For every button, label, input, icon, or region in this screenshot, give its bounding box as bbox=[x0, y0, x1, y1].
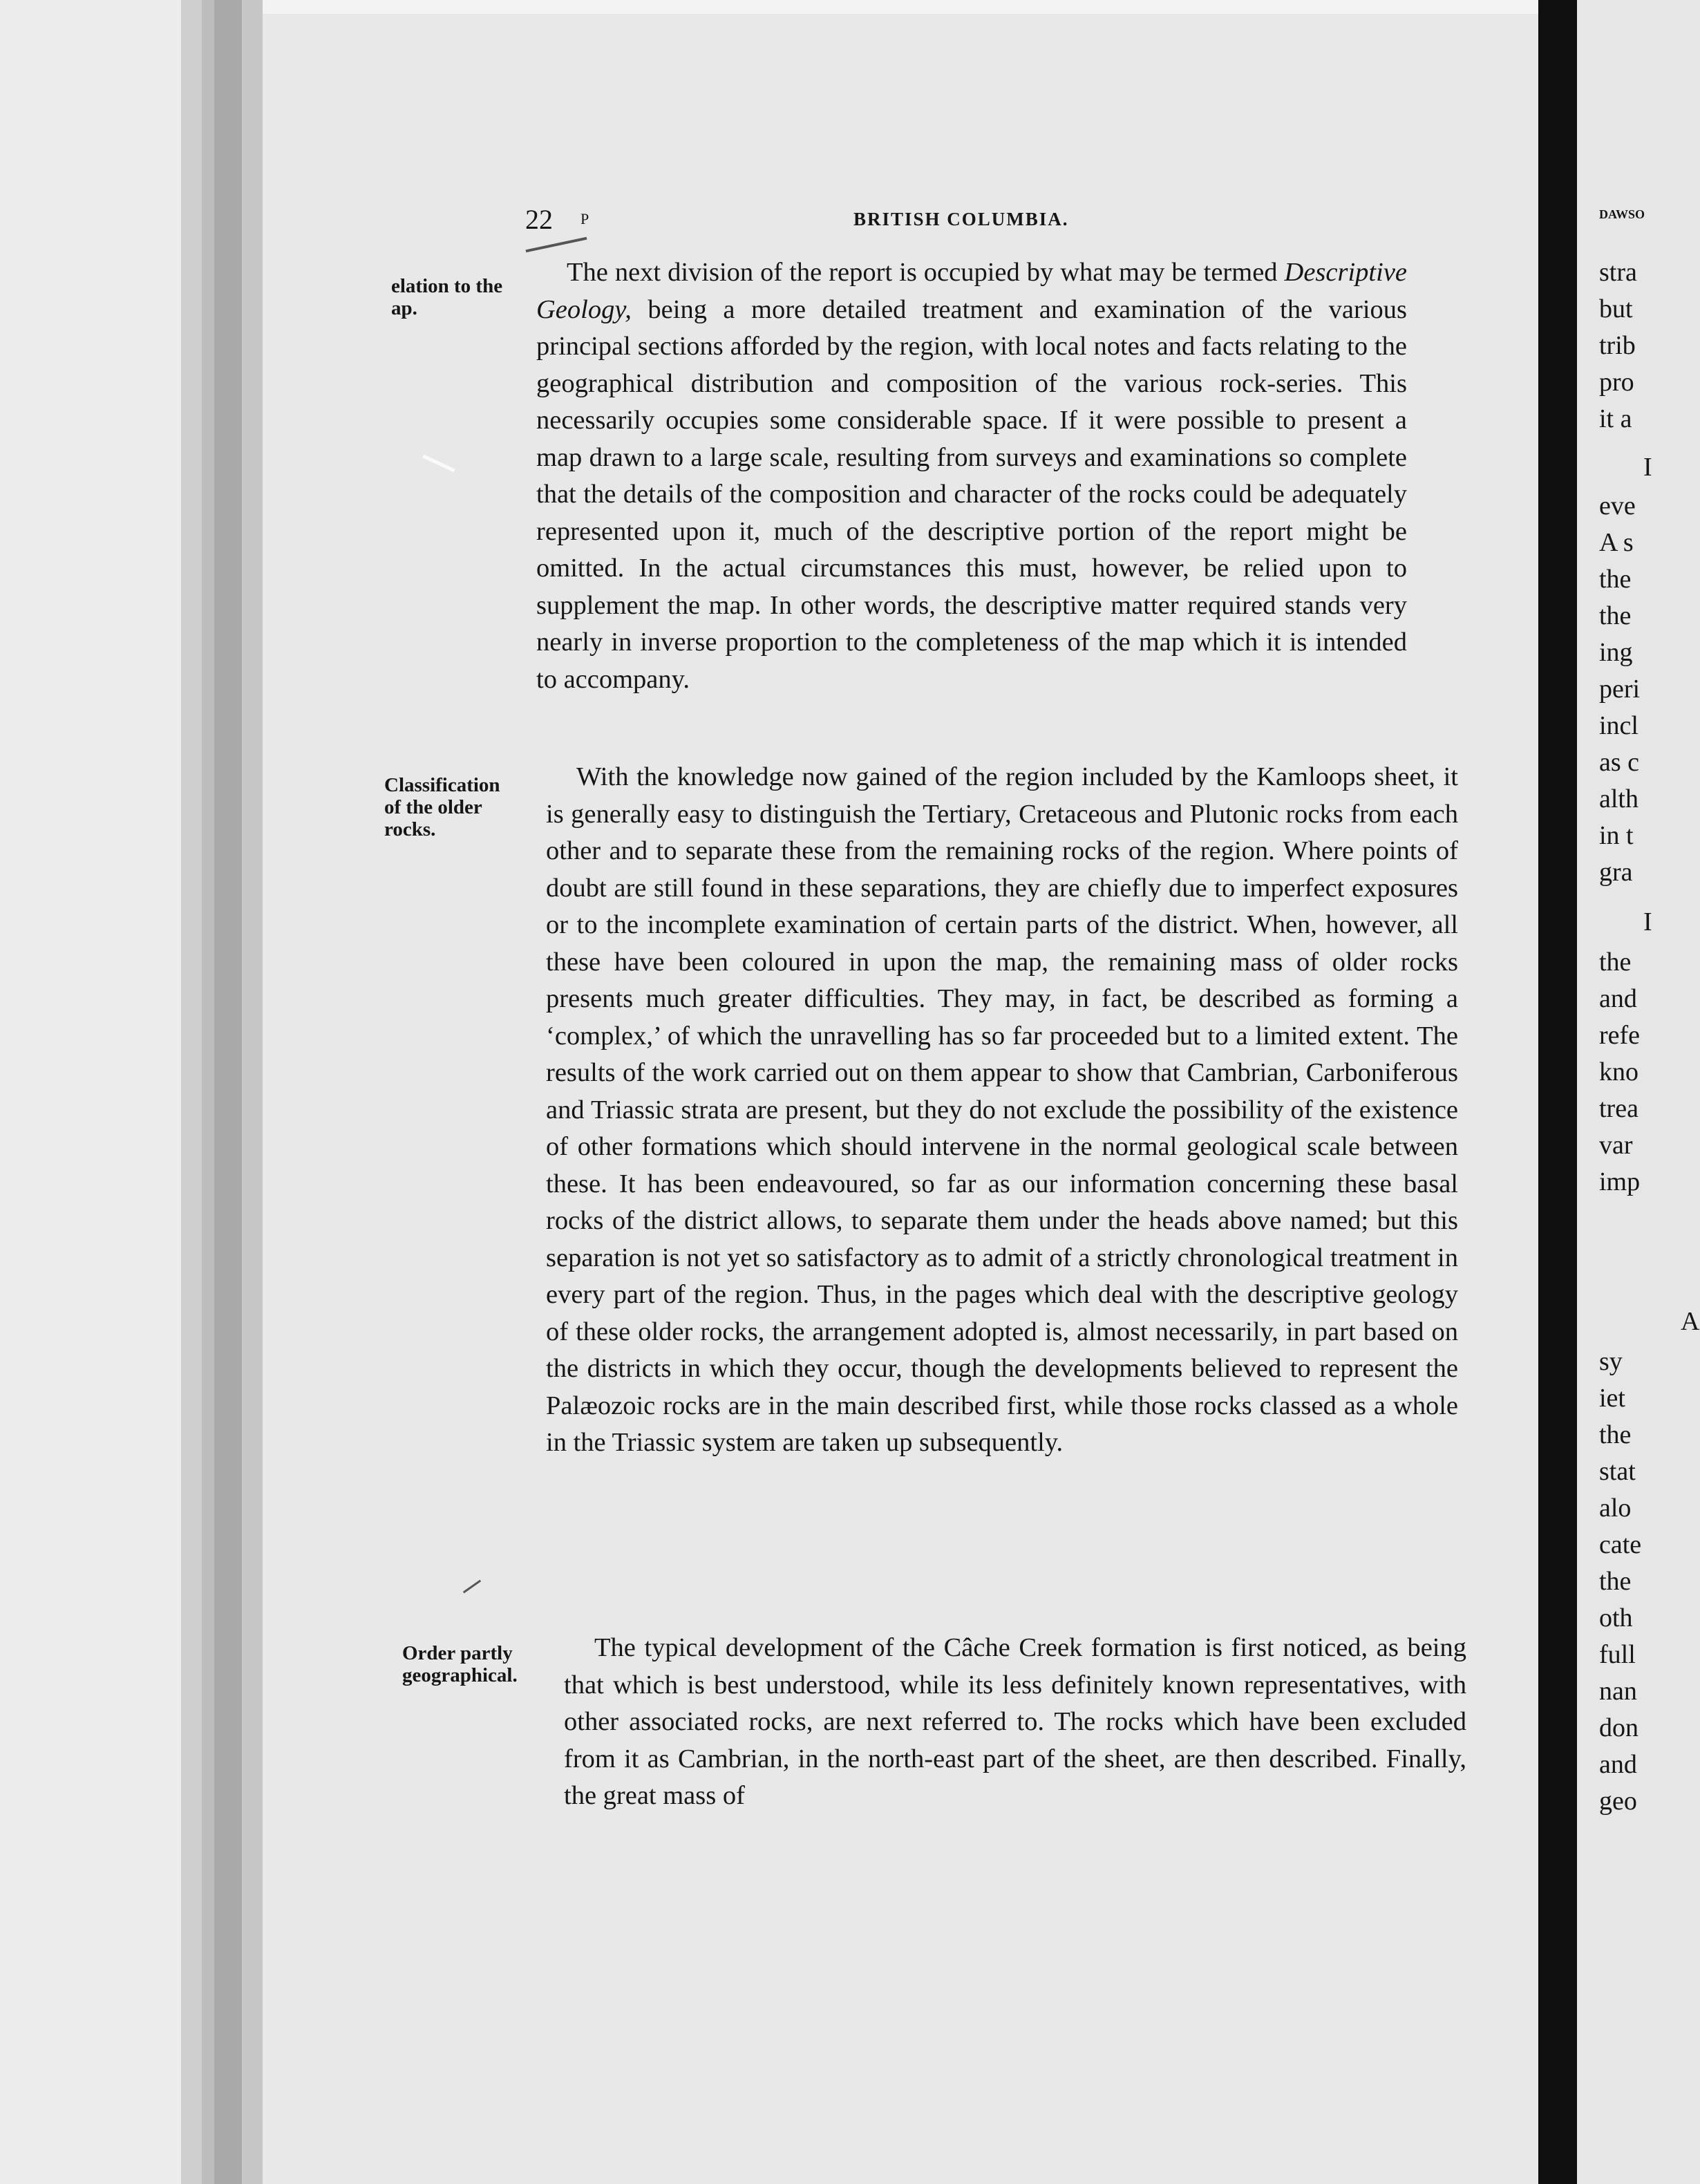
paragraph-text: The next division of the report is occupied by what may be termed bbox=[567, 258, 1278, 287]
paragraph-classification: With the knowledge now gained of the region included by the Kamloops sheet, it is generally easy to distinguish the Tertiary, Cretaceous and Plutonic rocks from each other and to separate these from the remaining rocks of the region. Where points of doubt are still found in these separations, they are chiefly due to imperfect exposures or to the incomplete examination of certain parts of the district. When, however, all these have been coloured in upon the map, the remaining mass of older rocks presents much greater difficulties. They may, in fact, be described as forming a ‘complex,’ of which the unravelling has so far proceeded but to a limited extent. The results of the work carried out on them appear to show that Cambrian, Carboniferous and Triassic strata are present, but they do not exclude the possibility of the existence of other formations which should intervene in the normal geological scale between these. It has been endeavoured, so far as our information concerning these basal rocks of the district allows, to separate them under the heads above named; but this separation is not yet so satisfactory as to admit of a strictly chronological treatment in every part of the region. Thus, in the pages which deal with the descriptive geology of these older rocks, the arrangement adopted is, almost necessarily, in part based on the districts in which they occur, though the developments believed to represent the Palæozoic rocks are in the main described first, while those rocks classed as a whole in the Triassic system are taken up subsequently. bbox=[546, 762, 1458, 1457]
paragraph-text: being a more detailed treatment and examination of the various principal sections afforded by the region, with local notes and facts relating to the geographical distribution and composition of the various rock-series. This necessarily occupies some considerable space. If it were possible to present a map drawn to a large scale, resulting from surveys and examinations so complete that the details of the composition and character of the rocks could be adequately represented upon it, much of the descriptive portion of the report might be omitted. In the actual circumstances this must, however, be relied upon to supplement the map. In other words, the descriptive matter required stands very nearly in inverse proportion to the completeness of the map which it is intended to accompany. bbox=[536, 294, 1407, 694]
page-edge bbox=[242, 0, 263, 2184]
page-number: 22 bbox=[525, 204, 553, 235]
right-page-line: A s bbox=[1599, 528, 1634, 557]
page-edge bbox=[214, 0, 242, 2184]
right-page-line: alo bbox=[1599, 1494, 1632, 1523]
right-page-line: but bbox=[1599, 294, 1633, 323]
right-page-line: incl bbox=[1599, 711, 1638, 740]
page-header bbox=[525, 200, 1465, 242]
right-page-line: nan bbox=[1599, 1677, 1637, 1706]
right-page-line: iet bbox=[1599, 1384, 1625, 1413]
right-page-line: kno bbox=[1599, 1057, 1638, 1086]
right-page-line: gra bbox=[1599, 858, 1633, 887]
right-page-line: imp bbox=[1599, 1167, 1641, 1196]
right-page-line: don bbox=[1599, 1713, 1638, 1742]
right-page-line: as c bbox=[1599, 748, 1640, 777]
right-page-line: trea bbox=[1599, 1094, 1638, 1123]
right-page-line: stra bbox=[1599, 258, 1637, 287]
right-page-line: I bbox=[1643, 907, 1652, 936]
book-gutter bbox=[1538, 0, 1577, 2184]
paragraph-order: The typical development of the Câche Creek formation is first noticed, as being that which is best understood, while its less definitely known representatives, with other associated rocks, are next referred to. The rocks which have been excluded from it as Cambrian, in the north-east part of the sheet, are then described. Finally, the great mass of bbox=[564, 1633, 1466, 1810]
background-left bbox=[0, 0, 187, 2184]
right-page-line: alth bbox=[1599, 784, 1638, 813]
right-page-line: the bbox=[1599, 1567, 1632, 1596]
right-page-line: full bbox=[1599, 1640, 1636, 1669]
margin-note-order: Order partly geographical. bbox=[402, 1642, 518, 1686]
right-page-line: in t bbox=[1599, 821, 1634, 850]
right-page-line: var bbox=[1599, 1131, 1633, 1160]
right-page-line: the bbox=[1599, 601, 1632, 630]
right-page-line: cate bbox=[1599, 1530, 1642, 1559]
right-page-line: sy bbox=[1599, 1347, 1623, 1376]
page-edge bbox=[202, 0, 214, 2184]
right-page-line: the bbox=[1599, 948, 1632, 977]
right-page-line: it a bbox=[1599, 404, 1632, 433]
right-page bbox=[1577, 0, 1700, 2184]
margin-note-classification: Classification of the older rocks. bbox=[384, 774, 500, 840]
page-edge bbox=[181, 0, 202, 2184]
right-page-line: the bbox=[1599, 1420, 1632, 1449]
right-page-line: trib bbox=[1599, 331, 1636, 360]
right-page-line: oth bbox=[1599, 1603, 1633, 1632]
right-page-line: geo bbox=[1599, 1787, 1637, 1816]
right-page-header: DAWSO bbox=[1599, 207, 1645, 221]
running-title: BRITISH COLUMBIA. bbox=[853, 209, 1069, 229]
right-page-line: and bbox=[1599, 1750, 1637, 1779]
right-page-line: eve bbox=[1599, 491, 1636, 520]
right-page-line: stat bbox=[1599, 1457, 1636, 1486]
right-page-line: ing bbox=[1599, 638, 1633, 667]
right-page-line: peri bbox=[1599, 675, 1641, 704]
italic-term: Descriptive Geology, bbox=[536, 258, 1407, 324]
right-page-line: refe bbox=[1599, 1021, 1641, 1050]
right-page-line: and bbox=[1599, 984, 1637, 1013]
right-page-line: I bbox=[1643, 453, 1652, 482]
paragraph-descriptive-geology bbox=[536, 254, 1407, 698]
right-page-line: pro bbox=[1599, 368, 1634, 397]
right-page-line: A bbox=[1681, 1307, 1700, 1336]
right-page-line: the bbox=[1599, 565, 1632, 594]
margin-note-relation: elation to the ap. bbox=[391, 275, 503, 319]
page-number-suffix: P bbox=[580, 210, 589, 227]
